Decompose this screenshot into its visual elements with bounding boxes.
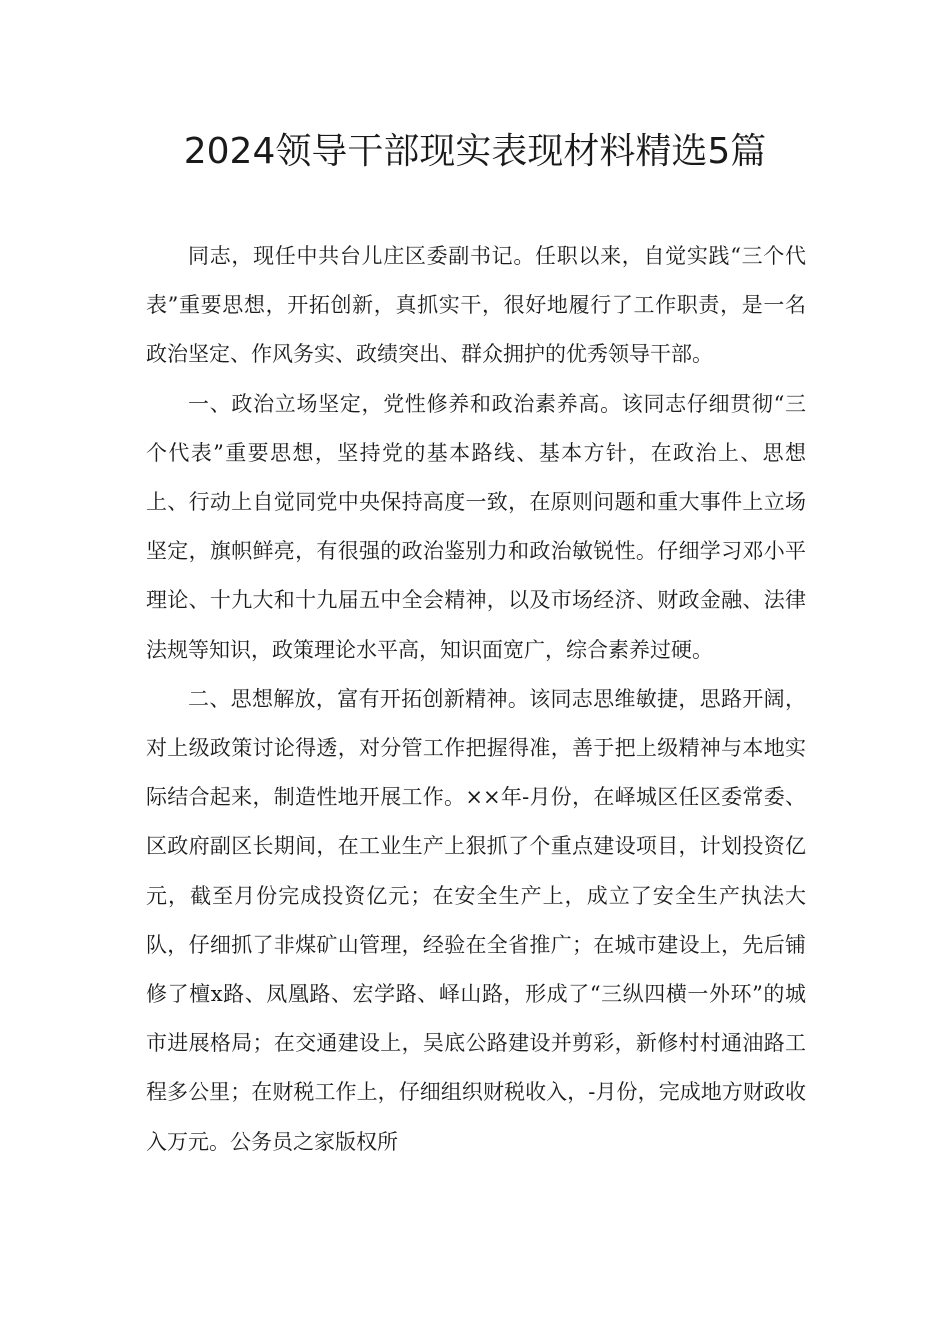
document-body	[146, 232, 806, 1167]
document-title: 2024领导干部现实表现材料精选5篇	[183, 131, 767, 172]
paragraph-innovation: 二、思想解放，富有开拓创新精神。该同志思维敏捷，思路开阔，对上级政策讨论得透，对分管工作把握得准，善于把上级精神与本地实际结合起来，制造性地开展工作。××年-月份，在峄城区任区委常委、区政府副区长期间，在工业生产上狠抓了个重点建设项目，计划投资亿元，截至月份完成投资亿元；在安全生产上，成立了安全生产执法大队，仔细抓了非煤矿山管理，经验在全省推广；在城市建设上，先后铺修了檀x路、凤凰路、宏学路、峄山路，形成了“三纵四横一外环”的城市进展格局；在交通建设上，吴底公路建设并剪彩，新修村村通油路工程多公里；在财税工作上，仔细组织财税收入，-月份，完成地方财政收入万元。公务员之家版权所	[146, 686, 806, 1154]
paragraph-political-stance: 一、政治立场坚定，党性修养和政治素养高。该同志仔细贯彻“三个代表”重要思想，坚持党的基本路线、基本方针，在政治上、思想上、行动上自觉同党中央保持高度一致，在原则问题和重大事件上立场坚定，旗帜鲜亮，有很强的政治鉴别力和政治敏锐性。仔细学习邓小平理论、十九大和十九届五中全会精神，以及市场经济、财政金融、法律法规等知识，政策理论水平高，知识面宽广，综合素养过硬。	[146, 391, 806, 662]
paragraph-intro: 同志，现任中共台儿庄区委副书记。任职以来，自觉实践“三个代表”重要思想，开拓创新，真抓实干，很好地履行了工作职责，是一名政治坚定、作风务实、政绩突出、群众拥护的优秀领导干部。	[146, 244, 806, 367]
